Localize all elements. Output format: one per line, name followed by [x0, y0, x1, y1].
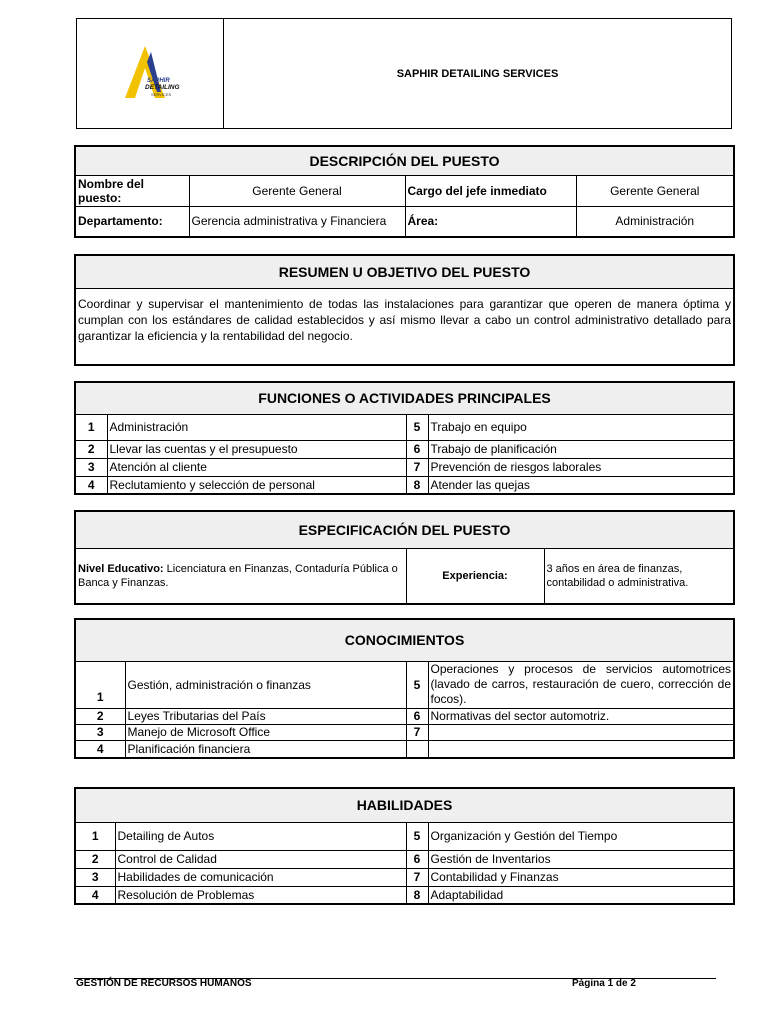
- row-number: 5: [406, 822, 428, 850]
- logo-text-3: SERVICES: [151, 92, 172, 97]
- skill-item: Detailing de Autos: [115, 822, 406, 850]
- skill-item: Organización y Gestión del Tiempo: [428, 822, 734, 850]
- skill-item: Control de Calidad: [115, 850, 406, 868]
- job-description-table: [74, 145, 735, 238]
- knowledge-item: [428, 740, 734, 758]
- page-number: Página 1 de 2: [572, 978, 636, 989]
- footer-department: GESTIÓN DE RECURSOS HUMANOS: [76, 978, 252, 989]
- section-title: CONOCIMIENTOS: [75, 619, 734, 661]
- row-number: 7: [406, 724, 428, 740]
- knowledge-item: Normativas del sector automotriz.: [428, 708, 734, 724]
- section-title: ESPECIFICACIÓN DEL PUESTO: [75, 511, 734, 548]
- job-name-label: Nombre del puesto:: [75, 175, 189, 206]
- boss-value: Gerente General: [576, 175, 734, 206]
- row-number: 3: [75, 458, 107, 476]
- row-number: 4: [75, 740, 125, 758]
- knowledge-item: Manejo de Microsoft Office: [125, 724, 406, 740]
- row-number: 6: [406, 440, 428, 458]
- function-item: Trabajo en equipo: [428, 414, 734, 440]
- experience-value: 3 años en área de finanzas, contabilidad o administrativa.: [544, 548, 734, 604]
- education-cell: [75, 548, 406, 604]
- section-title: HABILIDADES: [75, 788, 734, 822]
- section-title: DESCRIPCIÓN DEL PUESTO: [75, 146, 734, 175]
- skill-item: Gestión de Inventarios: [428, 850, 734, 868]
- knowledge-table: [74, 618, 735, 759]
- row-number: 4: [75, 886, 115, 904]
- function-item: Reclutamiento y selección de personal: [107, 476, 406, 494]
- area-value: Administración: [576, 206, 734, 237]
- department-label: Departamento:: [75, 206, 189, 237]
- education-label: Nivel Educativo:: [78, 562, 164, 575]
- skill-item: Habilidades de comunicación: [115, 868, 406, 886]
- knowledge-item: [428, 724, 734, 740]
- row-number: 3: [75, 868, 115, 886]
- experience-label: Experiencia:: [406, 548, 544, 604]
- row-number: 7: [406, 458, 428, 476]
- function-item: Atender las quejas: [428, 476, 734, 494]
- company-name: SAPHIR DETAILING SERVICES: [396, 67, 559, 80]
- summary-table: [74, 254, 735, 366]
- boss-label: Cargo del jefe inmediato: [405, 175, 576, 206]
- logo-text-2: DETAILING: [145, 84, 180, 91]
- function-item: Atención al cliente: [107, 458, 406, 476]
- logo-text-1: SAPHIR: [147, 78, 170, 84]
- knowledge-item: Leyes Tributarias del País: [125, 708, 406, 724]
- logo-cell: [77, 19, 224, 128]
- section-title: RESUMEN U OBJETIVO DEL PUESTO: [75, 255, 734, 288]
- row-number: 5: [406, 414, 428, 440]
- row-number: 7: [406, 868, 428, 886]
- knowledge-item: Planificación financiera: [125, 740, 406, 758]
- functions-table: [74, 381, 735, 495]
- knowledge-item: Gestión, administración o finanzas: [125, 661, 406, 708]
- function-item: Trabajo de planificación: [428, 440, 734, 458]
- row-number: 1: [75, 661, 125, 708]
- skill-item: Resolución de Problemas: [115, 886, 406, 904]
- row-number: 8: [406, 476, 428, 494]
- document-header: [76, 18, 732, 129]
- row-number: 2: [75, 850, 115, 868]
- row-number: 3: [75, 724, 125, 740]
- section-title: FUNCIONES O ACTIVIDADES PRINCIPALES: [75, 382, 734, 414]
- specification-table: [74, 510, 735, 605]
- row-number: 5: [406, 661, 428, 708]
- function-item: Administración: [107, 414, 406, 440]
- row-number: 1: [75, 414, 107, 440]
- knowledge-item: Operaciones y procesos de servicios automotrices (lavado de carros, restauración de cuero, corrección de focos).: [428, 661, 734, 708]
- department-value: Gerencia administrativa y Financiera: [189, 206, 405, 237]
- row-number: 6: [406, 708, 428, 724]
- skill-item: Adaptabilidad: [428, 886, 734, 904]
- function-item: Prevención de riesgos laborales: [428, 458, 734, 476]
- row-number: 1: [75, 822, 115, 850]
- summary-text: Coordinar y supervisar el mantenimiento de todas las instalaciones para garantizar que operen de manera óptima y cumplan con los estándares de calidad establecidos y así mismo llevar a cabo un control administrativo detallado para garantizar la eficiencia y la rentabilidad del negocio.: [75, 288, 734, 365]
- skills-table: [74, 787, 735, 905]
- education-value: Licenciatura en Finanzas, Contaduría Pública o Banca y Finanzas.: [78, 562, 398, 589]
- job-name-value: Gerente General: [189, 175, 405, 206]
- row-number: 6: [406, 850, 428, 868]
- row-number: 2: [75, 440, 107, 458]
- skill-item: Contabilidad y Finanzas: [428, 868, 734, 886]
- area-label: Área:: [405, 206, 576, 237]
- row-number: [406, 740, 428, 758]
- company-logo: [121, 46, 181, 102]
- function-item: Llevar las cuentas y el presupuesto: [107, 440, 406, 458]
- row-number: 8: [406, 886, 428, 904]
- row-number: 4: [75, 476, 107, 494]
- row-number: 2: [75, 708, 125, 724]
